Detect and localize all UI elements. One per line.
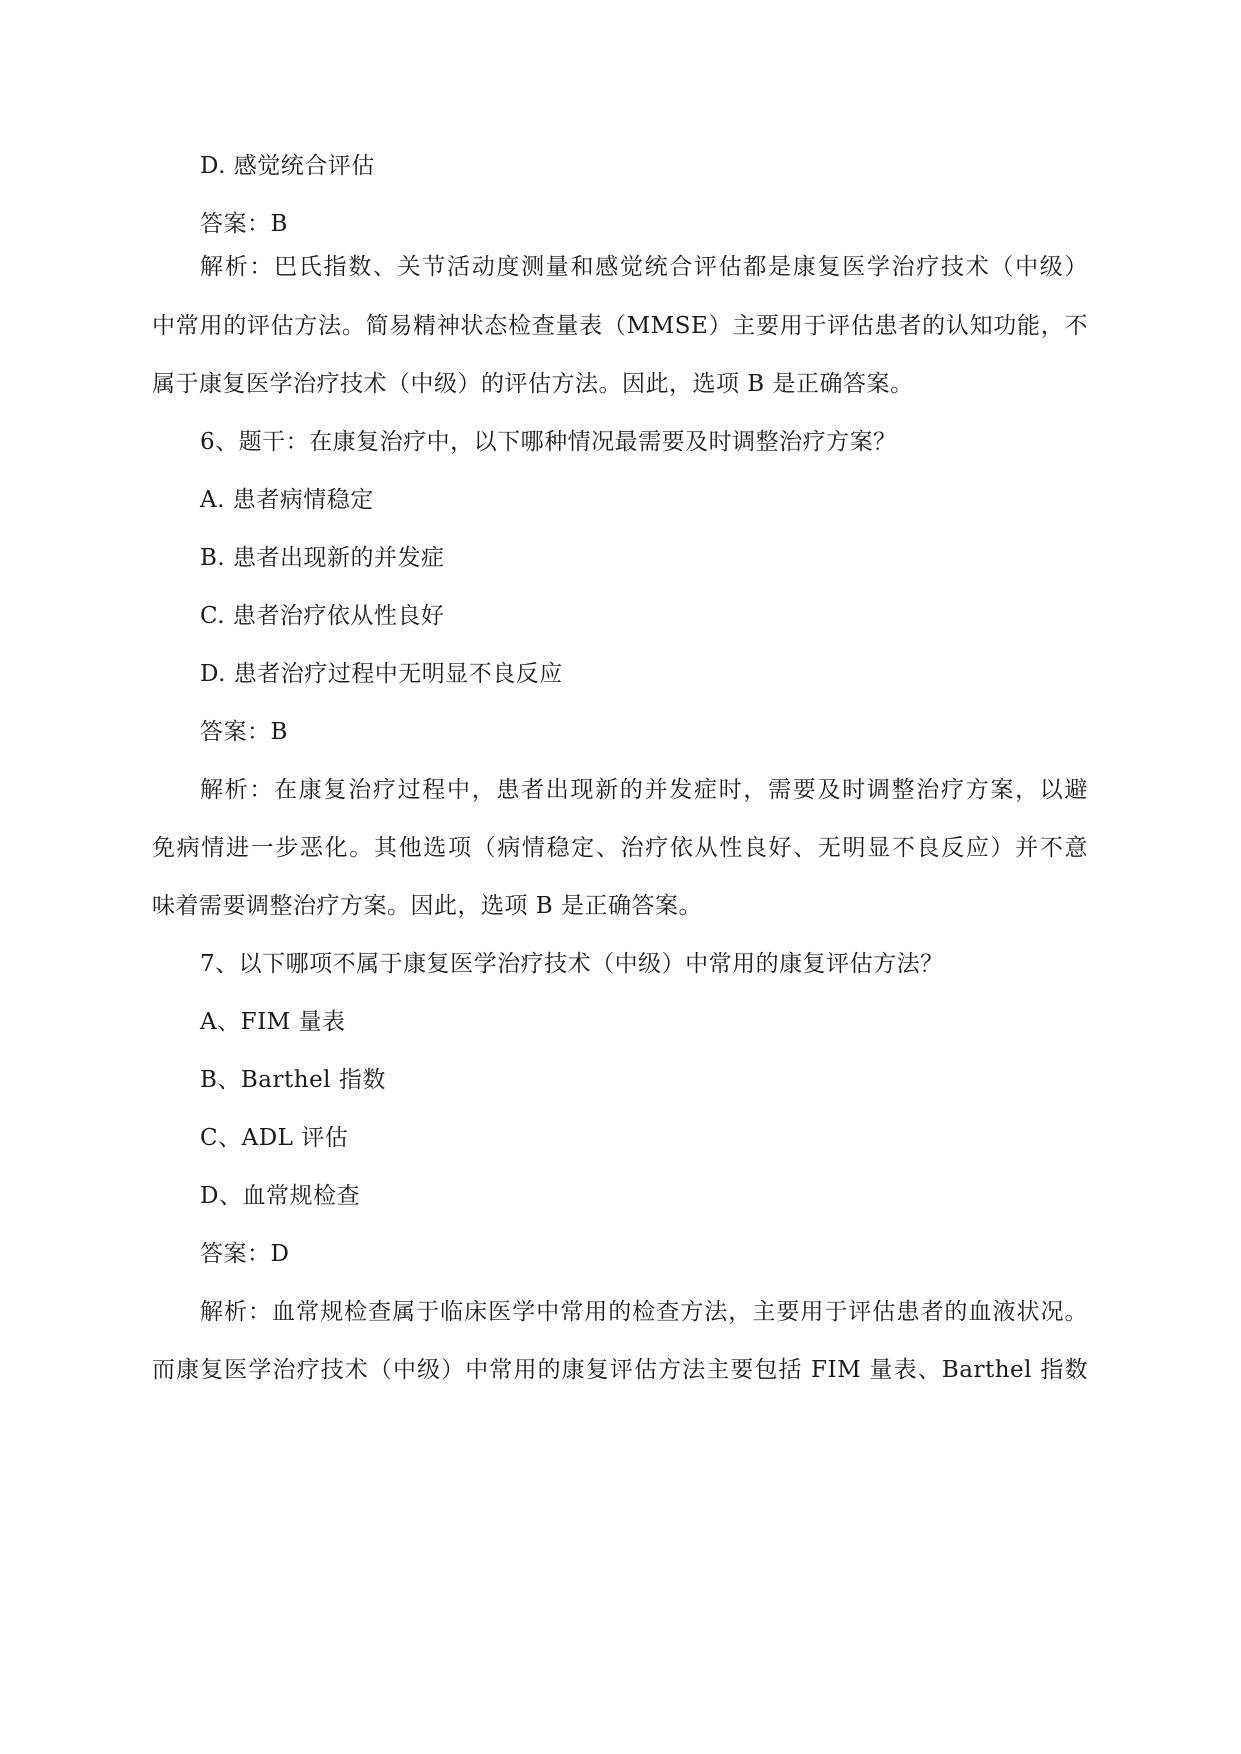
q7-option-d: D、血常规检查 — [200, 1183, 360, 1209]
q5-explanation-line-3: 属于康复医学治疗技术（中级）的评估方法。因此，选项 B 是正确答案。 — [152, 371, 914, 397]
q6-explanation-line-2: 免病情进一步恶化。其他选项（病情稳定、治疗依从性良好、无明显不良反应）并不意 — [152, 835, 1088, 861]
q6-explanation-line-3: 味着需要调整治疗方案。因此，选项 B 是正确答案。 — [152, 893, 703, 919]
q6-option-c: C. 患者治疗依从性良好 — [200, 603, 445, 629]
q7-explanation-line-2: 而康复医学治疗技术（中级）中常用的康复评估方法主要包括 FIM 量表、Barthel 指数 — [152, 1357, 1088, 1383]
q6-option-b: B. 患者出现新的并发症 — [200, 545, 445, 571]
q7-option-c: C、ADL 评估 — [200, 1125, 349, 1151]
q5-option-d: D. 感觉统合评估 — [200, 153, 375, 179]
q5-answer: 答案：B — [200, 211, 288, 237]
q6-answer: 答案：B — [200, 719, 288, 745]
q6-option-a: A. 患者病情稳定 — [200, 487, 374, 513]
q7-stem: 7、以下哪项不属于康复医学治疗技术（中级）中常用的康复评估方法？ — [200, 951, 944, 977]
q7-option-b: B、Barthel 指数 — [200, 1067, 386, 1093]
q6-stem: 6、题干：在康复治疗中，以下哪种情况最需要及时调整治疗方案？ — [200, 429, 897, 455]
q5-explanation-line-2: 中常用的评估方法。简易精神状态检查量表（MMSE）主要用于评估患者的认知功能，不 — [152, 313, 1088, 339]
q7-option-a: A、FIM 量表 — [200, 1009, 346, 1035]
q6-option-d: D. 患者治疗过程中无明显不良反应 — [200, 661, 563, 687]
q7-answer: 答案：D — [200, 1241, 290, 1267]
q5-explanation-line-1: 解析：巴氏指数、关节活动度测量和感觉统合评估都是康复医学治疗技术（中级） — [200, 254, 1088, 280]
q6-explanation-line-1: 解析：在康复治疗过程中，患者出现新的并发症时，需要及时调整治疗方案，以避 — [200, 777, 1088, 803]
q7-explanation-line-1: 解析：血常规检查属于临床医学中常用的检查方法，主要用于评估患者的血液状况。 — [200, 1299, 1088, 1325]
